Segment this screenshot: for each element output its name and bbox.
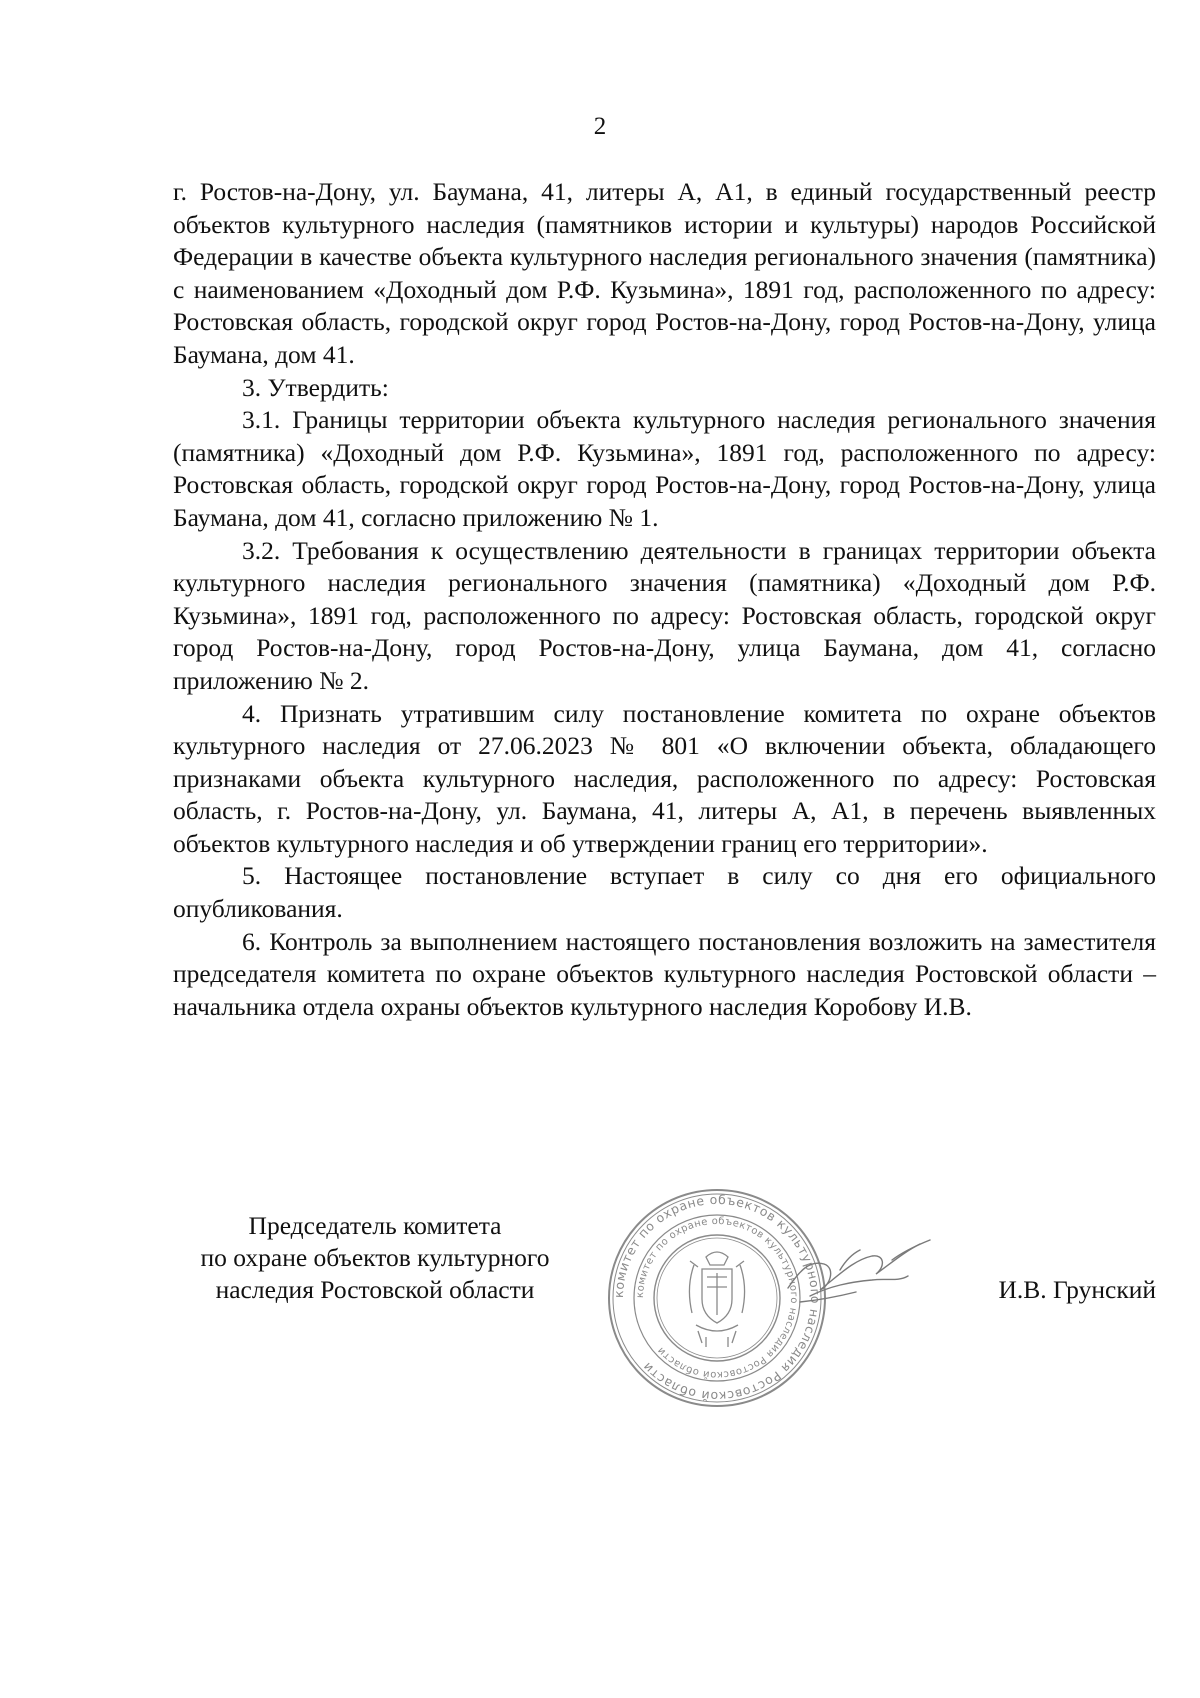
coat-of-arms-icon [689, 1252, 744, 1347]
paragraph-item-3: 3. Утвердить: [242, 372, 389, 402]
page-number: 2 [593, 113, 607, 140]
document-body [173, 176, 1156, 1023]
seal-inner-text: комитет по охране объектов культурного наследия Ростовской области [634, 1215, 800, 1381]
paragraph-continuation: г. Ростов-на-Дону, ул. Баумана, 41, литеры А, А1, в единый государственный реестр объектов культурного наследия (памятников истории и культуры) народов Российской Федерации в качестве объекта культурного наследия регионального значения (памятника) с наименованием «Доходный дом Р.Ф. Кузьмина», 1891 год, расположенного по адресу: Ростовская область, городской округ город Ростов-на-Дону, город Ростов-на-Дону, улица Баумана, дом 41. [173, 177, 1156, 369]
signatory-position-line: наследия Ростовской области [215, 1275, 535, 1304]
paragraph-item-6: 6. Контроль за выполнением настоящего постановления возложить на заместителя председателя комитета по охране объектов культурного наследия Ростовской области – начальника отдела охраны объектов культурного наследия Коробову И.В. [173, 926, 1156, 1021]
signatory-position [160, 1210, 590, 1306]
paragraph-item-5: 5. Настоящее постановление вступает в силу со дня его официального опубликования. [173, 861, 1156, 924]
signatory-position-line: по охране объектов культурного [200, 1243, 550, 1272]
paragraph-item-3-2: 3.2. Требования к осуществлению деятельности в границах территории объекта культурного наследия регионального значения (памятника) «Доходный дом Р.Ф. Кузьмина», 1891 год, расположенного по адресу: Ростовская область, городской округ город Ростов-на-Дону, город Ростов-на-Дону, улица Баумана, дом 41, согласно приложению № 2. [173, 535, 1156, 695]
paragraph-item-4: 4. Признать утратившим силу постановление комитета по охране объектов культурного наследия от 27.06.2023 № 801 «О включении объекта, обладающего признаками объекта культурного наследия, расположенного по адресу: Ростовская область, г. Ростов-на-Дону, ул. Баумана, 41, литеры А, А1, в перечень выявленных объектов культурного наследия и об утверждении границ его территории». [173, 698, 1156, 858]
signatory-position-line: Председатель комитета [248, 1211, 502, 1240]
seal-outer-text: комитет по охране объектов культурного наследия Ростовской области [610, 1191, 824, 1405]
paragraph-item-3-1: 3.1. Границы территории объекта культурного наследия регионального значения (памятника) «Доходный дом Р.Ф. Кузьмина», 1891 год, расположенного по адресу: Ростовская область, городской округ город Ростов-на-Дону, город Ростов-на-Дону, улица Баумана, дом 41, согласно приложению № 1. [173, 405, 1156, 532]
signature-block [0, 1210, 1200, 1410]
handwritten-signature-icon [780, 1230, 940, 1320]
signatory-name: И.В. Грунский [998, 1275, 1156, 1304]
